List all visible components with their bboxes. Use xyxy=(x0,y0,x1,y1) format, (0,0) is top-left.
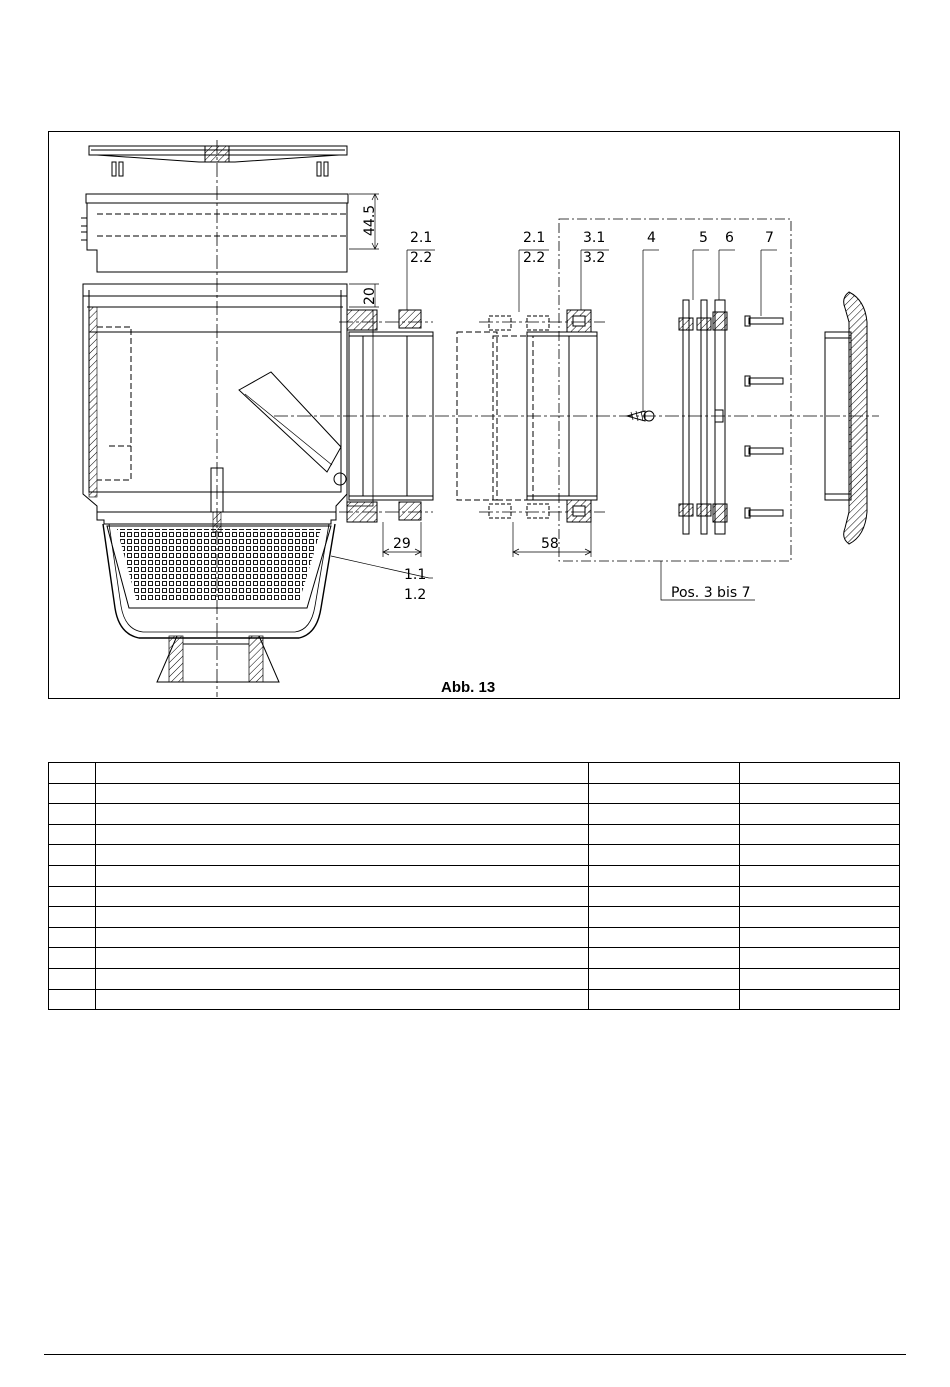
skimmer-lid xyxy=(89,146,347,176)
table-cell xyxy=(740,968,900,989)
table-row xyxy=(49,927,900,948)
table-cell xyxy=(96,824,589,845)
label-1-2: 1.2 xyxy=(404,587,427,603)
label-2-2-b: 2.2 xyxy=(523,250,546,266)
table-row xyxy=(49,865,900,886)
label-1-1: 1.1 xyxy=(404,567,427,583)
table-row xyxy=(49,783,900,804)
table-cell xyxy=(740,927,900,948)
table-cell xyxy=(49,865,96,886)
figure-caption: Abb. 13 xyxy=(441,679,496,696)
table-row xyxy=(49,989,900,1010)
label-2-2-a: 2.2 xyxy=(410,250,433,266)
label-5: 5 xyxy=(699,230,708,246)
label-6: 6 xyxy=(725,230,734,246)
table-cell xyxy=(96,989,589,1010)
table-cell xyxy=(589,804,740,825)
table-cell xyxy=(589,989,740,1010)
table-cell xyxy=(96,927,589,948)
table-cell xyxy=(49,927,96,948)
table-cell xyxy=(96,968,589,989)
dim-58: 58 xyxy=(541,536,559,552)
table-row xyxy=(49,804,900,825)
table-cell xyxy=(740,989,900,1010)
table-cell xyxy=(96,783,589,804)
table-cell xyxy=(96,907,589,928)
table-row xyxy=(49,886,900,907)
dim-44-5: 44.5 xyxy=(362,204,378,236)
table-cell xyxy=(589,845,740,866)
exploded-view-figure xyxy=(48,131,900,699)
table-cell xyxy=(740,783,900,804)
table-cell xyxy=(96,865,589,886)
table-cell xyxy=(49,804,96,825)
table-cell xyxy=(96,845,589,866)
label-4: 4 xyxy=(647,230,656,246)
skimmer-housing xyxy=(83,284,347,532)
table-cell xyxy=(740,824,900,845)
table-cell xyxy=(589,865,740,886)
table-cell xyxy=(740,886,900,907)
table-row xyxy=(49,824,900,845)
extension-ring xyxy=(81,194,348,272)
skimmer-exploded-drawing xyxy=(49,132,901,700)
parts-list-table xyxy=(48,762,900,1010)
filter-basket xyxy=(103,524,335,638)
table-cell xyxy=(49,989,96,1010)
table-row xyxy=(49,845,900,866)
table-cell xyxy=(589,968,740,989)
table-cell xyxy=(49,824,96,845)
table-cell xyxy=(589,783,740,804)
face-plate xyxy=(825,292,867,544)
table-cell xyxy=(96,763,589,784)
table-cell xyxy=(49,763,96,784)
table-cell xyxy=(589,948,740,969)
table-cell xyxy=(589,927,740,948)
label-3-2: 3.2 xyxy=(583,250,606,266)
table-cell xyxy=(740,845,900,866)
gasket-parts-5-6 xyxy=(679,250,735,534)
footer-rule xyxy=(44,1354,906,1355)
table-cell xyxy=(740,907,900,928)
parts-table-body xyxy=(49,763,900,1010)
table-cell xyxy=(589,886,740,907)
table-cell xyxy=(49,845,96,866)
label-7: 7 xyxy=(765,230,774,246)
table-row xyxy=(49,763,900,784)
table-cell xyxy=(740,865,900,886)
label-3-1: 3.1 xyxy=(583,230,606,246)
table-cell xyxy=(96,948,589,969)
table-cell xyxy=(49,783,96,804)
table-cell xyxy=(96,804,589,825)
label-2-1-a: 2.1 xyxy=(410,230,433,246)
table-cell xyxy=(740,763,900,784)
screws-part-7 xyxy=(745,250,783,518)
table-cell xyxy=(740,948,900,969)
bottom-outlet xyxy=(157,636,279,682)
table-row xyxy=(49,948,900,969)
table-cell xyxy=(740,804,900,825)
dim-29: 29 xyxy=(393,536,411,552)
table-cell xyxy=(96,886,589,907)
table-cell xyxy=(49,886,96,907)
table-cell xyxy=(589,907,740,928)
table-row xyxy=(49,968,900,989)
table-row xyxy=(49,907,900,928)
table-cell xyxy=(49,968,96,989)
dim-20: 20 xyxy=(362,287,378,305)
table-cell xyxy=(49,907,96,928)
table-cell xyxy=(589,763,740,784)
label-2-1-b: 2.1 xyxy=(523,230,546,246)
table-cell xyxy=(589,824,740,845)
screw-part-4 xyxy=(627,250,659,421)
table-cell xyxy=(49,948,96,969)
label-pos-3-bis-7: Pos. 3 bis 7 xyxy=(671,585,751,601)
